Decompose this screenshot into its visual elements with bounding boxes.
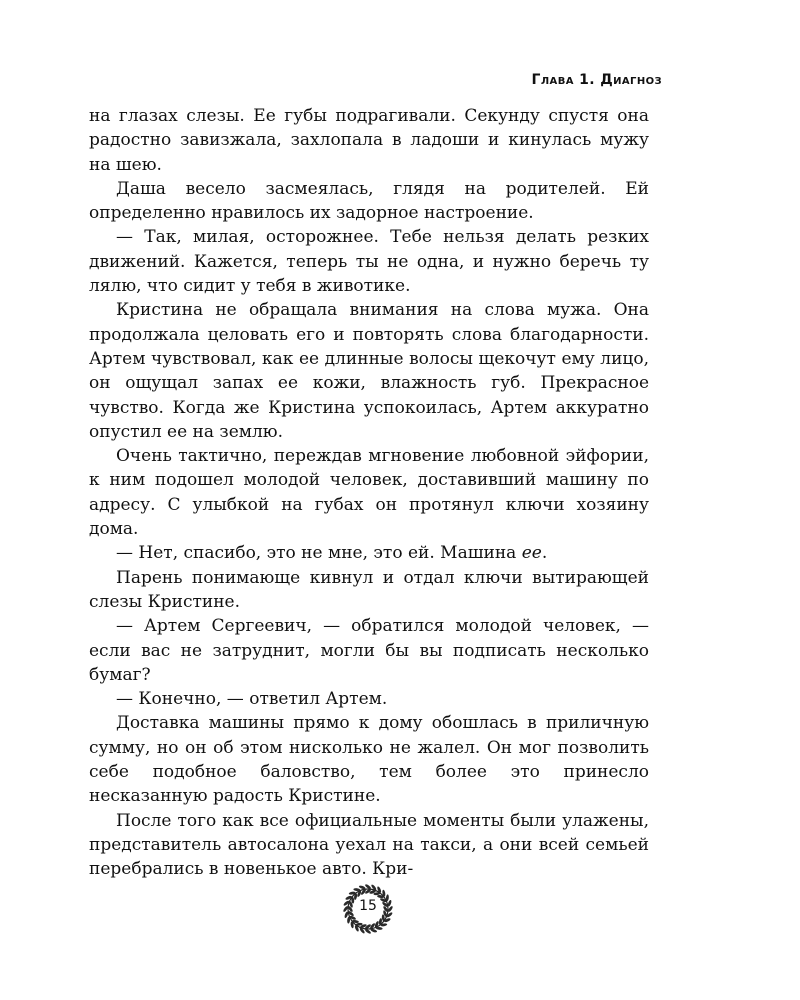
- emphasis: ее: [521, 543, 542, 564]
- paragraph: Кристина не обращала внимания на слова мужа. Она продолжала целовать его и повторять слова благодарности. Артем чувствовал, как ее длинные волосы щекочут ему лицо, он ощущал запах ее кожи, влажность губ. Прекрасное чувство. Когда же Кристина успокоилась, Артем аккуратно опустил ее на землю.: [89, 300, 649, 442]
- page-number: 15: [359, 898, 377, 914]
- paragraph: — Конечно, — ответил Артем.: [116, 689, 388, 710]
- paragraph: После того как все официальные моменты были улажены, представитель автосалона уехал на такси, а они всей семьей перебрались в новенькое авто. Кри-: [89, 810, 649, 880]
- paragraph: [89, 541, 649, 565]
- paragraph: — Так, милая, осторожнее. Тебе нельзя делать резких движений. Кажется, теперь ты не одна, и нужно беречь ту лялю, что сидит у тебя в животике.: [89, 227, 649, 297]
- paragraph: — Артем Сергеевич, — обратился молодой человек, — если вас не затруднит, могли бы вы подписать несколько бумаг?: [89, 616, 649, 685]
- paragraph: Очень тактично, переждав мгновение любовной эйфории, к ним подошел молодой человек, доставивший машину по адресу. С улыбкой на губах он протянул ключи хозяину дома.: [89, 446, 649, 540]
- paragraph-text: .: [541, 543, 548, 564]
- paragraph: Даша весело засмеялась, глядя на родителей. Ей определенно нравилось их задорное настроение.: [89, 178, 649, 224]
- paragraph-text: — Нет, спасибо, это не мне, это ей. Машина: [116, 543, 522, 564]
- paragraph: на глазах слезы. Ее губы подрагивали. Секунду спустя она радостно завизжала, захлопала в ладоши и кинулась мужу на шею.: [89, 106, 649, 175]
- paragraph: Парень понимающе кивнул и отдал ключи вытирающей слезы Кристине.: [89, 567, 649, 612]
- running-header: Глава 1. Диагноз: [531, 72, 662, 88]
- paragraph: Доставка машины прямо к дому обошлась в приличную сумму, но он об этом нисколько не жалел. Он мог позволить себе подобное баловство, тем более это принесло несказанную радость Кристине.: [89, 713, 649, 807]
- page-number-badge: [341, 882, 395, 936]
- body-text: [89, 104, 649, 882]
